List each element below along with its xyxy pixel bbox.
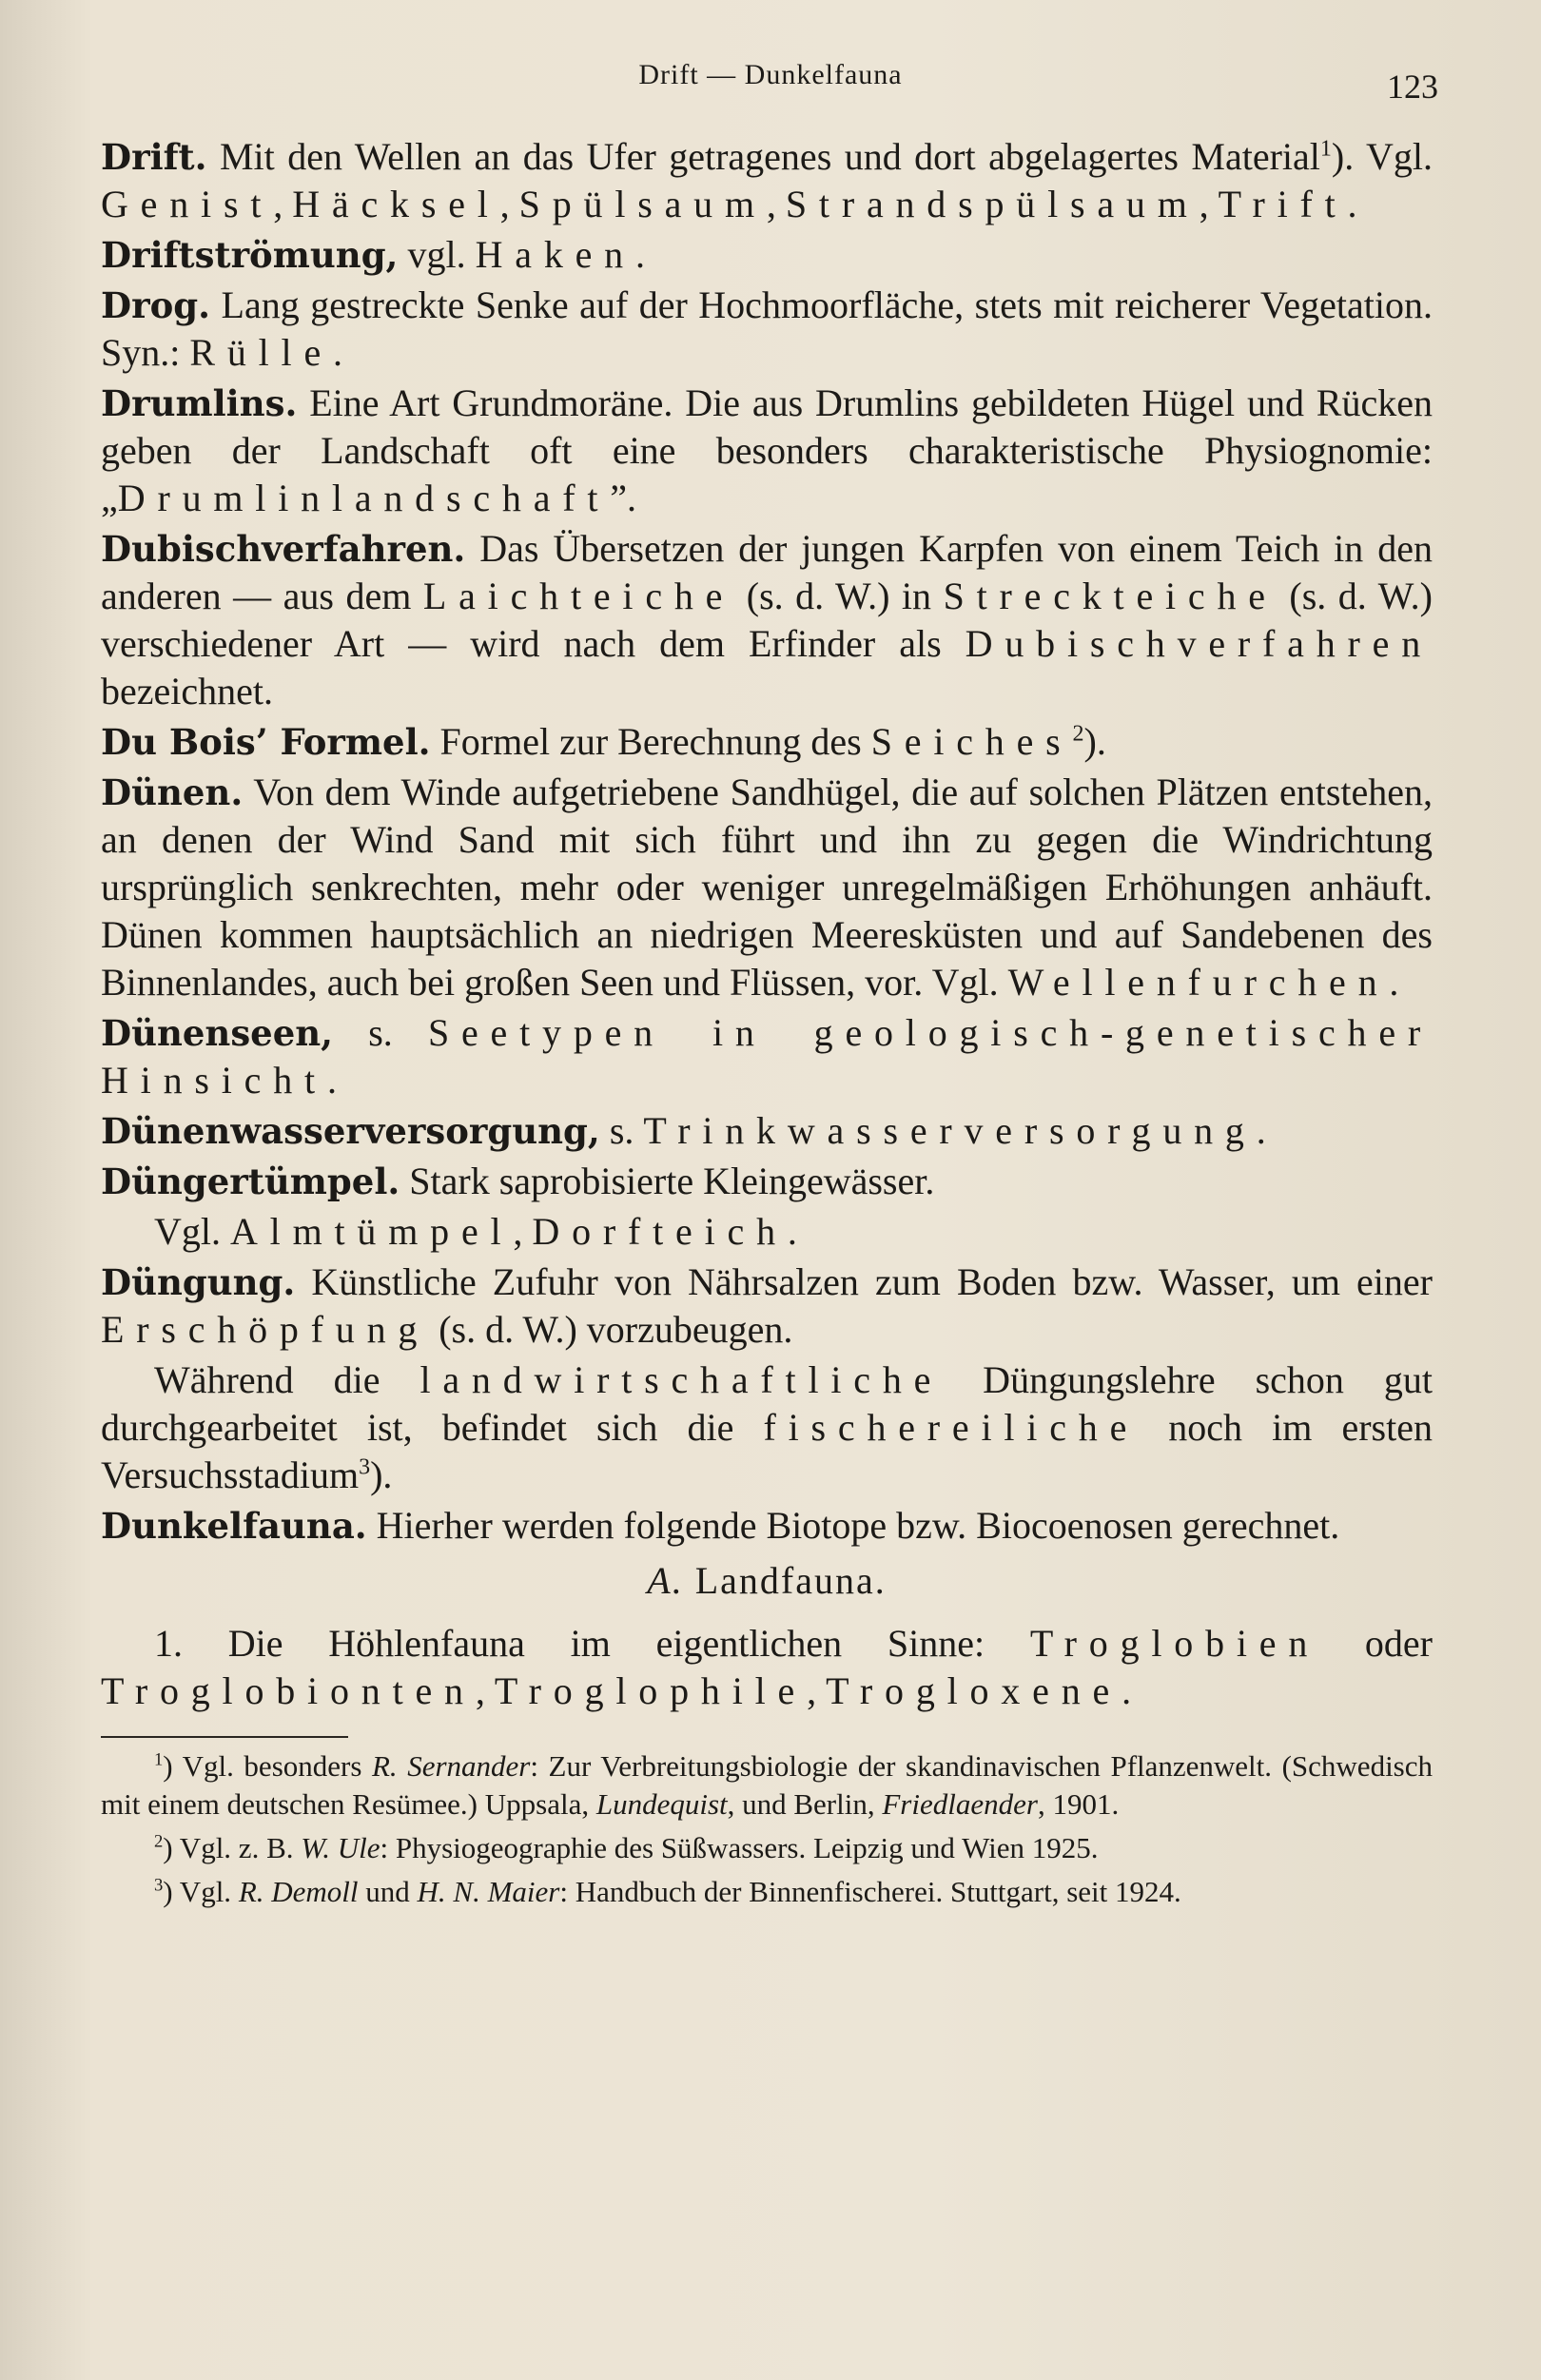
entry-head: Düngung.: [101, 1261, 296, 1303]
entry-text: ,: [807, 1669, 827, 1712]
entry-head: Dünenwasserversorgung,: [101, 1110, 600, 1152]
cross-reference: Rülle: [189, 331, 334, 374]
entry-text: Düngungslehre schon gut durchgearbeitet ist, befindet sich die: [101, 1358, 1433, 1449]
entry-drumlins: [101, 380, 1433, 522]
entry-text: Stark saprobisierte Kleingewässer.: [400, 1160, 935, 1202]
cross-reference: Seetypen in geologisch-genetischer Hinsicht: [101, 1011, 1433, 1102]
entry-duengertuempel-see-also: [101, 1208, 1433, 1256]
entry-duenenwasserversorgung: [101, 1107, 1433, 1155]
entry-text: Hierher werden folgende Biotope bzw. Biocoenosen gerechnet.: [366, 1504, 1340, 1547]
entry-text: .: [1389, 961, 1399, 1004]
footnote-text: ) Vgl. z. B.: [163, 1831, 302, 1864]
entry-text: Vgl.: [154, 1210, 230, 1253]
page-number: 123: [1387, 68, 1438, 106]
entry-head: Dunkelfauna.: [101, 1505, 367, 1547]
entry-text: (s. d. W.) vorzubeugen.: [429, 1308, 793, 1351]
entry-drift: [101, 133, 1433, 228]
footnote-ref: 1: [1319, 136, 1332, 162]
footnote-1: [101, 1747, 1433, 1824]
author-name: W. Ule: [301, 1831, 380, 1864]
cross-reference: Dorfteich: [532, 1210, 788, 1253]
footnote-text: : Zur Verbreitungsbiologie der skandinavischen Pflanzenwelt. (Schwedisch mit einem deutschen Resümee.) Uppsala,: [101, 1749, 1434, 1821]
publisher-name: Friedlaender: [882, 1787, 1038, 1821]
footnote-text: , und Berlin,: [727, 1787, 883, 1821]
footnote-text: , 1901.: [1037, 1787, 1120, 1821]
cross-reference: Streckteiche: [943, 575, 1278, 617]
entry-head: Du Bois’ Formel.: [101, 721, 431, 763]
cross-reference: Dubischverfahren: [965, 622, 1433, 665]
cross-reference: Wellenfurchen: [1007, 961, 1390, 1004]
footnote-mark: 2: [154, 1831, 164, 1852]
entry-text: Während die: [154, 1358, 420, 1401]
emphasis: landwirtschaftliche: [419, 1358, 944, 1401]
entry-text: vgl.: [398, 233, 476, 276]
entry-duengung-paragraph: [101, 1356, 1433, 1499]
cross-reference: Troglobionten: [101, 1669, 476, 1712]
entry-text: noch im ersten Versuchsstadium: [101, 1406, 1433, 1496]
entry-duenenseen: [101, 1009, 1433, 1104]
cross-reference: Strandspülsaum: [785, 183, 1200, 225]
entry-duenen: [101, 769, 1433, 1006]
section-heading: [101, 1557, 1433, 1605]
cross-reference: Häcksel: [292, 183, 500, 225]
author-name: R. Demoll: [238, 1875, 359, 1908]
author-name: R. Sernander: [371, 1749, 531, 1783]
cross-reference: Seiches: [870, 720, 1073, 763]
entry-text: ).: [370, 1453, 393, 1496]
entry-text: .: [1256, 1109, 1266, 1152]
entry-text: oder: [1319, 1622, 1433, 1665]
entry-head: Düngertümpel.: [101, 1161, 400, 1202]
footnotes: [101, 1747, 1433, 1911]
cross-reference: Spülsaum: [518, 183, 767, 225]
entry-text: .: [333, 331, 343, 374]
entry-text: Lang gestreckte Senke auf der Hochmoorfläche, stets mit reicherer Vegetation. Syn.:: [101, 283, 1433, 374]
entry-text: .: [634, 233, 645, 276]
page-header: [0, 53, 1541, 110]
cross-reference: Erschöpfung: [101, 1308, 430, 1351]
footnote-ref: 2: [1072, 721, 1084, 747]
entry-du-bois-formel: [101, 718, 1433, 766]
footnote-text: ) Vgl.: [163, 1875, 239, 1908]
cross-reference: Trinkwasserversorgung: [643, 1109, 1257, 1152]
entry-text: Von dem Winde aufgetriebene Sandhügel, die auf solchen Plätzen entstehen, an denen der Wind Sand mit sich führt und ihn zu gegen die Windrichtung ursprünglich senkrechten, mehr oder weniger unregelmäßigen Erhöhungen anhäuft. Dünen kommen hauptsächlich an niedrigen Meeresküsten und auf Sandebenen des Binnenlandes, auch bei großen Seen und Flüssen, vor. Vgl.: [101, 771, 1433, 1004]
entry-text: 1. Die Höhlenfauna im eigentlichen Sinne:: [154, 1622, 1030, 1665]
list-item-hoehlenfauna: [101, 1620, 1433, 1715]
footnote-ref: 3: [359, 1454, 371, 1480]
entry-text: Mit den Wellen an das Ufer getragenes und dort abgelagertes Material: [206, 135, 1320, 178]
entry-text: (s. d. W.) in: [734, 575, 944, 617]
footnote-mark: 3: [154, 1875, 164, 1896]
entry-text: ”.: [610, 477, 637, 519]
entry-text: .: [1347, 183, 1357, 225]
entry-dubischverfahren: [101, 525, 1433, 715]
entry-duengung: [101, 1258, 1433, 1354]
footnote-2: [101, 1829, 1433, 1867]
entry-text: s.: [599, 1109, 644, 1152]
entry-text: .: [1122, 1669, 1132, 1712]
entry-text: bezeichnet.: [101, 670, 273, 712]
footnote-mark: 1: [154, 1749, 164, 1770]
cross-reference: Genist: [101, 183, 274, 225]
publisher-name: Lundequist: [595, 1787, 728, 1821]
entry-text: Formel zur Berechnung des: [430, 720, 871, 763]
author-name: H. N. Maier: [417, 1875, 560, 1908]
entry-driftstroemung: [101, 231, 1433, 279]
cross-reference: Almtümpel: [230, 1210, 514, 1253]
entry-text: s.: [333, 1011, 428, 1054]
entry-text: (s. d. W.) verschiedener Art — wird nach dem Erfinder als: [101, 575, 1433, 665]
cross-reference: Trogloxene: [826, 1669, 1122, 1712]
emphasis: fischereiliche: [763, 1406, 1140, 1449]
cross-reference: Haken: [475, 233, 635, 276]
cross-reference: Laichteiche: [422, 575, 735, 617]
cross-reference: Trift: [1218, 183, 1348, 225]
footnote-divider: [101, 1736, 348, 1738]
cross-reference: Troglobien: [1029, 1622, 1320, 1665]
footnote-text: ) Vgl. besonders: [163, 1749, 372, 1783]
entry-text: .: [787, 1210, 797, 1253]
section-title: Landfauna.: [683, 1559, 887, 1602]
entry-duengertuempel: [101, 1158, 1433, 1205]
cross-reference: Troglophile: [494, 1669, 808, 1712]
entry-head: Drumlins.: [101, 382, 298, 424]
entry-head: Dünenseen,: [101, 1012, 334, 1054]
entry-head: Drift.: [101, 136, 207, 178]
footnote-text: : Handbuch der Binnenfischerei. Stuttgart, seit 1924.: [559, 1875, 1181, 1908]
entry-text: Das Übersetzen der jungen Karpfen von einem Teich in den anderen — aus dem: [101, 527, 1433, 617]
entry-text: ,: [766, 183, 786, 225]
entry-head: Driftströmung,: [101, 234, 399, 276]
entry-head: Drog.: [101, 284, 211, 326]
entry-dunkelfauna: [101, 1502, 1433, 1550]
entry-text: ,: [475, 1669, 495, 1712]
entry-text: Künstliche Zufuhr von Nährsalzen zum Boden bzw. Wasser, um einer: [295, 1260, 1433, 1303]
section-letter: A.: [647, 1559, 684, 1602]
entry-head: Dünen.: [101, 771, 244, 813]
entry-text: ,: [273, 183, 293, 225]
footnote-3: [101, 1873, 1433, 1911]
entry-text: .: [326, 1059, 337, 1102]
cross-reference: Drumlinlandschaft: [117, 477, 611, 519]
running-head: Drift — Dunkelfauna: [638, 59, 903, 90]
page-body: [101, 133, 1433, 1917]
entry-text: ).: [1083, 720, 1106, 763]
entry-text: Eine Art Grundmoräne. Die aus Drumlins gebildeten Hügel und Rücken geben der Landschaft oft eine besonders charakteristische Physiognomie: „: [101, 381, 1433, 519]
entry-text: ,: [499, 183, 519, 225]
footnote-text: : Physiogeographie des Süßwassers. Leipzig und Wien 1925.: [380, 1831, 1099, 1864]
entry-text: ). Vgl.: [1331, 135, 1433, 178]
entry-text: ,: [513, 1210, 533, 1253]
entry-head: Dubischverfahren.: [101, 528, 466, 570]
footnote-text: und: [358, 1875, 418, 1908]
entry-text: ,: [1199, 183, 1219, 225]
entry-drog: [101, 282, 1433, 377]
